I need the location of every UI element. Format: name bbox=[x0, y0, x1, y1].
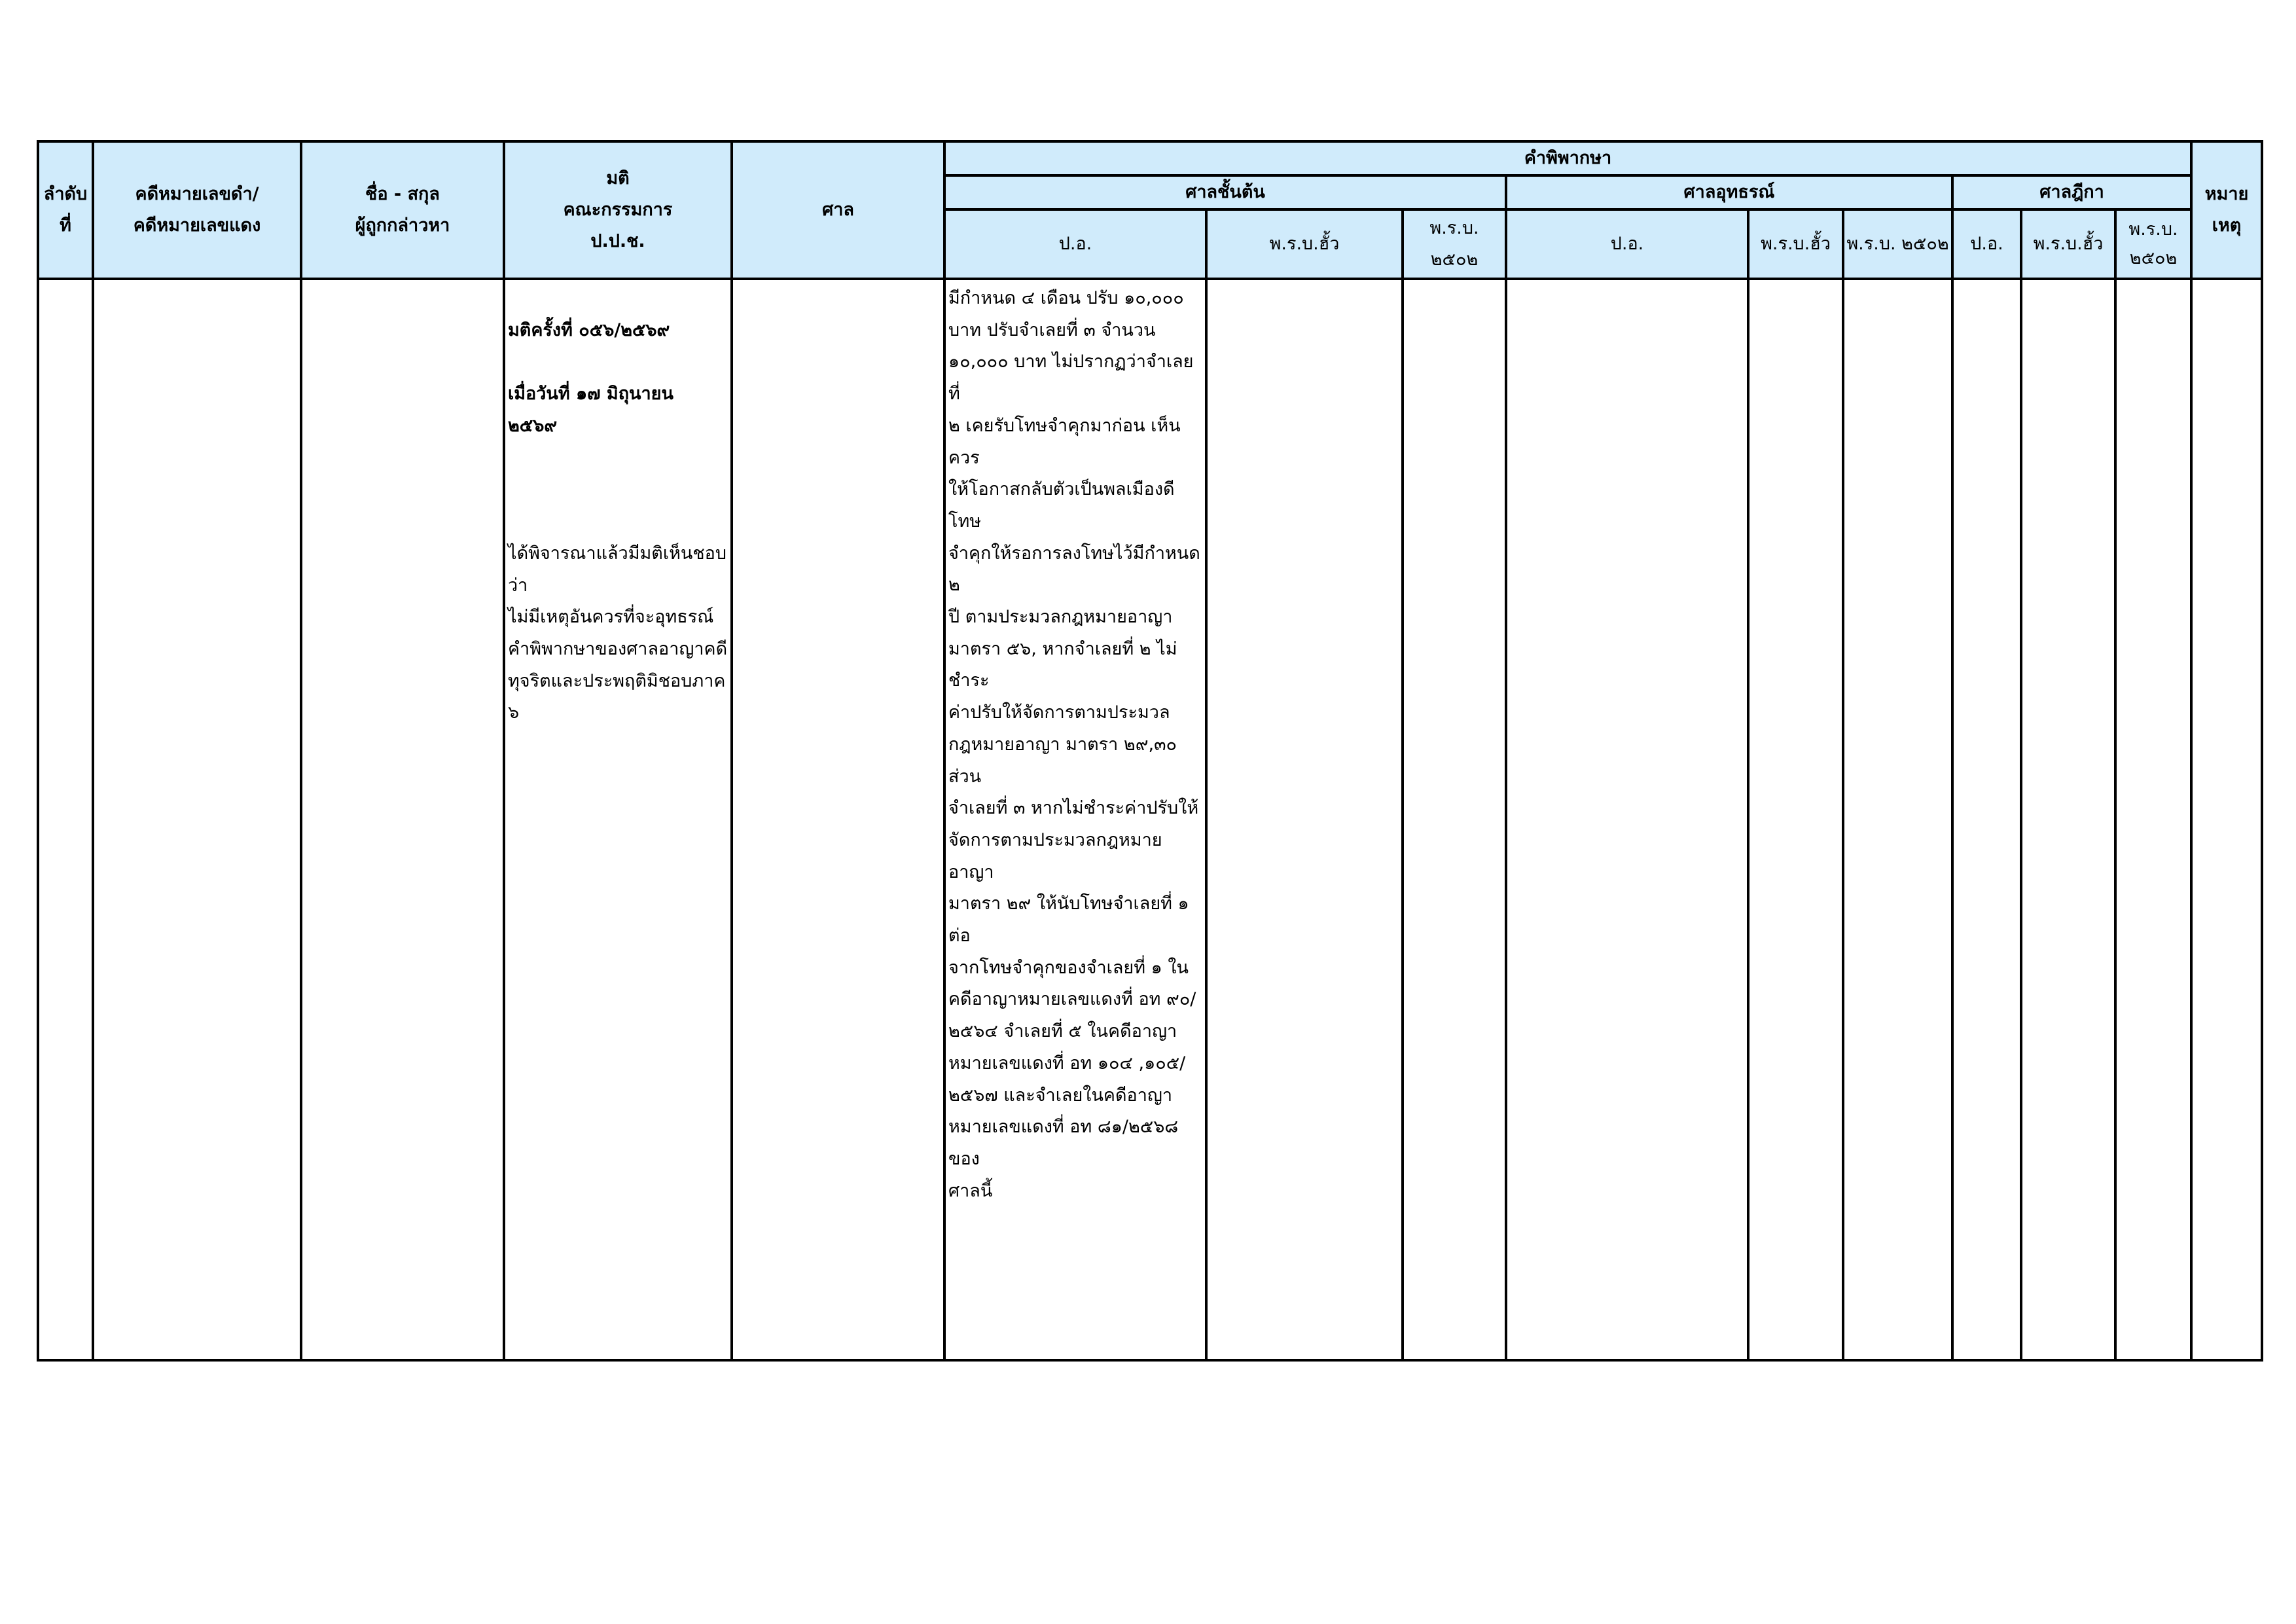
header-accused-name: ชื่อ - สกุล ผู้ถูกกล่าวหา bbox=[301, 141, 504, 279]
header-supreme-act-2502: พ.ร.บ. ๒๕๐๒ bbox=[2115, 209, 2191, 279]
resolution-date: เมื่อวันที่ ๑๗ มิถุนายน ๒๕๖๙ bbox=[508, 384, 673, 436]
cell-case-number bbox=[93, 279, 301, 1360]
judgment-table bbox=[37, 140, 2263, 1362]
table-row bbox=[38, 279, 2262, 1360]
header-no: ลำดับ ที่ bbox=[38, 141, 93, 279]
cell-accused-name bbox=[301, 279, 504, 1360]
cell-remark bbox=[2191, 279, 2262, 1360]
cell-court bbox=[732, 279, 944, 1360]
cell-supreme-po bbox=[1952, 279, 2021, 1360]
cell-nacc-resolution bbox=[504, 279, 732, 1360]
header-appeal-corruption-act: พ.ร.บ.ฮั้ว bbox=[1748, 209, 1843, 279]
cell-supreme-corruption-act bbox=[2021, 279, 2115, 1360]
header-judgment: คำพิพากษา bbox=[944, 141, 2191, 175]
header-supreme-corruption-act: พ.ร.บ.ฮั้ว bbox=[2021, 209, 2115, 279]
cell-first-po bbox=[944, 279, 1206, 1360]
cell-first-corruption-act bbox=[1206, 279, 1403, 1360]
header-nacc-resolution: มติ คณะกรรมการ ป.ป.ช. bbox=[504, 141, 732, 279]
cell-appeal-act-2502 bbox=[1843, 279, 1952, 1360]
cell-supreme-act-2502 bbox=[2115, 279, 2191, 1360]
first-instance-po-text: มีกำหนด ๔ เดือน ปรับ ๑๐,๐๐๐ บาท ปรับจำเลยที่ ๓ จำนวน ๑๐,๐๐๐ บาท ไม่ปรากฏว่าจำเลยที่ ๒ เคยรับโทษจำคุกมาก่อน เห็นควร ให้โอกาสกลับตัวเป็นพลเมืองดี โทษ จำคุกให้รอการลงโทษไว้มีกำหนด ๒ ปี ตามประมวลกฎหมายอาญา มาตรา ๕๖, หากจำเลยที่ ๒ ไม่ชำระ ค่าปรับให้จัดการตามประมวล กฎหมายอาญา มาตรา ๒๙,๓๐ ส่วน จำเลยที่ ๓ หากไม่ชำระค่าปรับให้ จัดการตามประมวลกฎหมายอาญา มาตรา ๒๙ ให้นับโทษจำเลยที่ ๑ ต่อ จากโทษจำคุกของจำเลยที่ ๑ ใน คดีอาญาหมายเลขแดงที่ อท ๙๐/ ๒๕๖๔ จำเลยที่ ๕ ในคดีอาญา หมายเลขแดงที่ อท ๑๐๔ ,๑๐๕/ ๒๕๖๗ และจำเลยในคดีอาญา หมายเลขแดงที่ อท ๘๑/๒๕๖๘ ของ ศาลนี้ bbox=[948, 288, 1200, 1201]
cell-no bbox=[38, 279, 93, 1360]
cell-first-act-2502 bbox=[1403, 279, 1506, 1360]
resolution-number: มติครั้งที่ ๐๕๖/๒๕๖๙ bbox=[508, 319, 670, 340]
header-court-first-instance: ศาลชั้นต้น bbox=[944, 175, 1506, 209]
header-appeal-act-2502: พ.ร.บ. ๒๕๐๒ bbox=[1843, 209, 1952, 279]
header-court-supreme: ศาลฎีกา bbox=[1952, 175, 2191, 209]
header-supreme-po: ป.อ. bbox=[1952, 209, 2021, 279]
header-case-number: คดีหมายเลขดำ/ คดีหมายเลขแดง bbox=[93, 141, 301, 279]
header-appeal-po: ป.อ. bbox=[1506, 209, 1748, 279]
header-first-corruption-act: พ.ร.บ.ฮั้ว bbox=[1206, 209, 1403, 279]
header-first-po: ป.อ. bbox=[944, 209, 1206, 279]
cell-appeal-po bbox=[1506, 279, 1748, 1360]
header-remark: หมาย เหตุ bbox=[2191, 141, 2262, 279]
header-first-act-2502: พ.ร.บ. ๒๕๐๒ bbox=[1403, 209, 1506, 279]
header-court: ศาล bbox=[732, 141, 944, 279]
resolution-text: ได้พิจารณาแล้วมีมติเห็นชอบว่า ไม่มีเหตุอันควรที่จะอุทธรณ์ คำพิพากษาของศาลอาญาคดี ทุจริตและประพฤติมิชอบภาค ๖ bbox=[508, 543, 728, 723]
cell-appeal-corruption-act bbox=[1748, 279, 1843, 1360]
header-court-appeal: ศาลอุทธรณ์ bbox=[1506, 175, 1952, 209]
